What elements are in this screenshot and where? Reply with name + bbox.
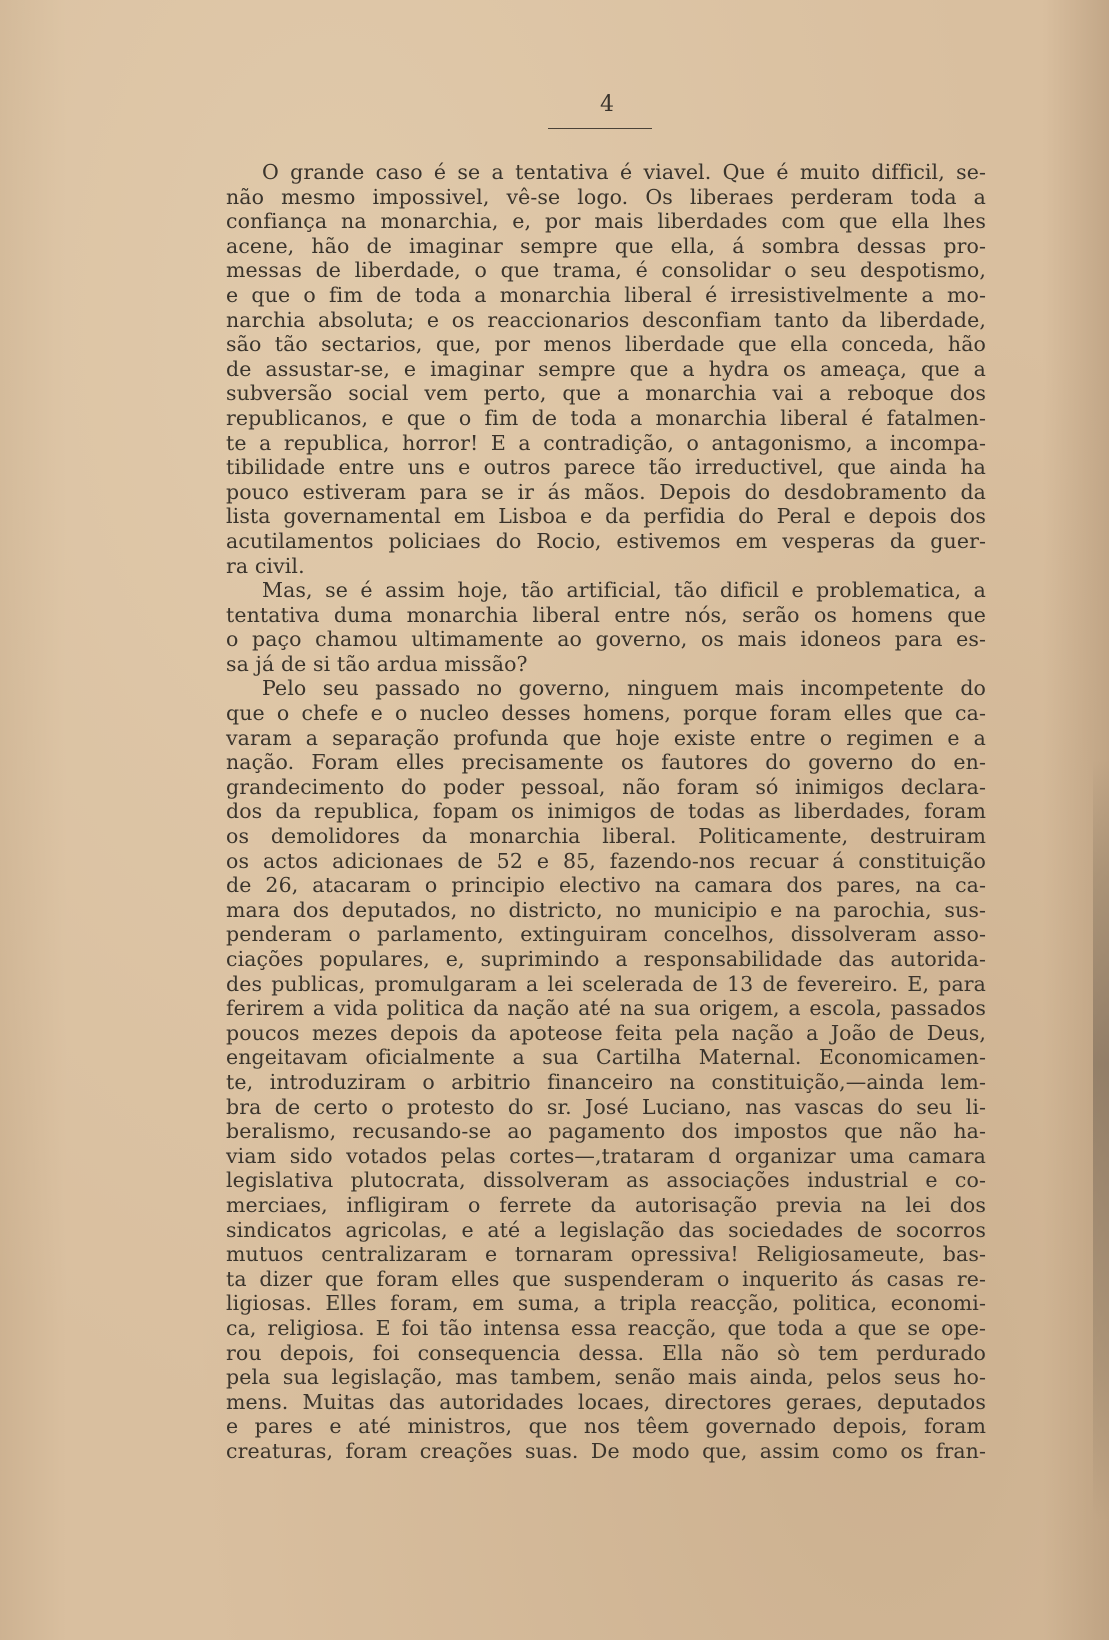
text-line: penderam o parlamento, extinguiram concelhos, dissolveram asso-: [226, 922, 986, 947]
text-line: ciações populares, e, suprimindo a responsabilidade das autorida-: [226, 947, 986, 971]
text-line: te a republica, horror! E a contradição, o antagonismo, a incompa-: [226, 430, 986, 455]
text-line: acutilamentos policiaes do Rocio, estivemos em vesperas da guer-: [226, 528, 986, 553]
text-line: beralismo, recusando-se ao pagamento dos impostos que não ha-: [226, 1119, 986, 1144]
text-line: não mesmo impossivel, vê-se logo. Os liberaes perderam toda a: [226, 184, 986, 209]
text-line: legislativa plutocrata, dissolveram as associações industrial e co-: [226, 1168, 986, 1193]
text-line: de 26, atacaram o principio electivo na camara dos pares, na ca-: [226, 873, 986, 898]
text-line: acene, hão de imaginar sempre que ella, á sombra dessas pro-: [226, 233, 986, 258]
text-line: e pares e até ministros, que nos têem governado depois, foram: [226, 1414, 986, 1439]
text-line: mara dos deputados, no districto, no municipio e na parochia, sus-: [226, 897, 986, 922]
text-line: rou depois, foi consequencia dessa. Ella não sò tem perdurado: [226, 1340, 986, 1365]
text-line: sindicatos agricolas, e até a legislação das sociedades de socorros: [226, 1217, 986, 1242]
text-line: pela sua legislação, mas tambem, senão mais ainda, pelos seus ho-: [226, 1365, 986, 1390]
page-edge-stain: [1093, 760, 1109, 1520]
text-line: mutuos centralizaram e tornaram opressiva! Religiosameute, bas-: [226, 1242, 986, 1267]
text-line: Pelo seu passado no governo, ninguem mais incompetente do: [262, 676, 986, 701]
body-text: [226, 160, 986, 1463]
text-line: dos da republica, fopam os inimigos de todas as liberdades, foram: [226, 799, 986, 824]
text-line: engeitavam oficialmente a sua Cartilha Maternal. Economicamen-: [226, 1045, 986, 1070]
text-line: ligiosas. Elles foram, em suma, a tripla reacção, politica, economi-: [226, 1291, 986, 1316]
text-line: ra civil.: [226, 553, 305, 578]
text-line: viam sido votados pelas cortes—,trataram d organizar uma camara: [226, 1143, 986, 1168]
text-line: mens. Muitas das autoridades locaes, directores geraes, deputados: [226, 1389, 986, 1414]
text-line: tentativa duma monarchia liberal entre nós, serão os homens que: [226, 602, 986, 627]
text-line: o paço chamou ultimamente ao governo, os mais idoneos para es-: [226, 627, 986, 652]
text-line: Mas, se é assim hoje, tão artificial, tão dificil e problematica, a: [262, 578, 986, 603]
text-line: ca, religiosa. E foi tão intensa essa reacção, que toda a que se ope-: [226, 1315, 986, 1340]
text-line: subversão social vem perto, que a monarchia vai a reboque dos: [226, 381, 986, 406]
text-line: creaturas, foram creações suas. De modo que, assim como os fran-: [226, 1438, 986, 1463]
text-line: ferirem a vida politica da nação até na sua origem, a escola, passados: [226, 996, 986, 1021]
text-line: poucos mezes depois da apoteose feita pela nação a João de Deus,: [226, 1020, 986, 1045]
text-line: os actos adicionaes de 52 e 85, fazendo-nos recuar á constituição: [226, 848, 986, 873]
text-line: narchia absoluta; e os reaccionarios desconfiam tanto da liberdade,: [226, 307, 986, 332]
text-line: que o chefe e o nucleo desses homens, porque foram elles que ca-: [226, 701, 986, 726]
text-line: lista governamental em Lisboa e da perfidia do Peral e depois dos: [226, 504, 986, 529]
text-line: sa já de si tão ardua missão?: [226, 651, 528, 676]
text-line: tibilidade entre uns e outros parece tão irreductivel, que ainda ha: [226, 455, 986, 480]
text-line: merciaes, infligiram o ferrete da autorisação previa na lei dos: [226, 1192, 986, 1217]
text-line: O grande caso é se a tentativa é viavel. Que é muito difficil, se-: [262, 160, 986, 184]
text-line: grandecimento do poder pessoal, não foram só inimigos declara-: [226, 774, 986, 799]
text-line: os demolidores da monarchia liberal. Politicamente, destruiram: [226, 824, 986, 849]
text-line: e que o fim de toda a monarchia liberal é irresistivelmente a mo-: [226, 282, 986, 307]
text-line: des publicas, promulgaram a lei scelerada de 13 de fevereiro. E, para: [226, 971, 986, 996]
text-line: messas de liberdade, o que trama, é consolidar o seu despotismo,: [226, 258, 986, 283]
page-number: 4: [600, 92, 614, 117]
text-line: pouco estiveram para se ir ás mãos. Depois do desdobramento da: [226, 479, 986, 504]
text-line: são tão sectarios, que, por menos liberdade que ella conceda, hão: [226, 332, 986, 357]
text-line: confiança na monarchia, e, por mais liberdades com que ella lhes: [226, 209, 986, 234]
text-line: te, introduziram o arbitrio financeiro na constituição,—ainda lem-: [226, 1069, 986, 1094]
text-line: republicanos, e que o fim de toda a monarchia liberal é fatalmen-: [226, 405, 986, 430]
header-rule: [548, 128, 652, 129]
text-line: bra de certo o protesto do sr. José Luciano, nas vascas do seu li-: [226, 1094, 986, 1119]
text-line: ta dizer que foram elles que suspenderam o inquerito ás casas re-: [226, 1266, 986, 1291]
text-line: nação. Foram elles precisamente os fautores do governo do en-: [226, 750, 986, 775]
text-line: varam a separação profunda que hoje existe entre o regimen e a: [226, 725, 986, 750]
text-line: de assustar-se, e imaginar sempre que a hydra os ameaça, que a: [226, 356, 986, 381]
